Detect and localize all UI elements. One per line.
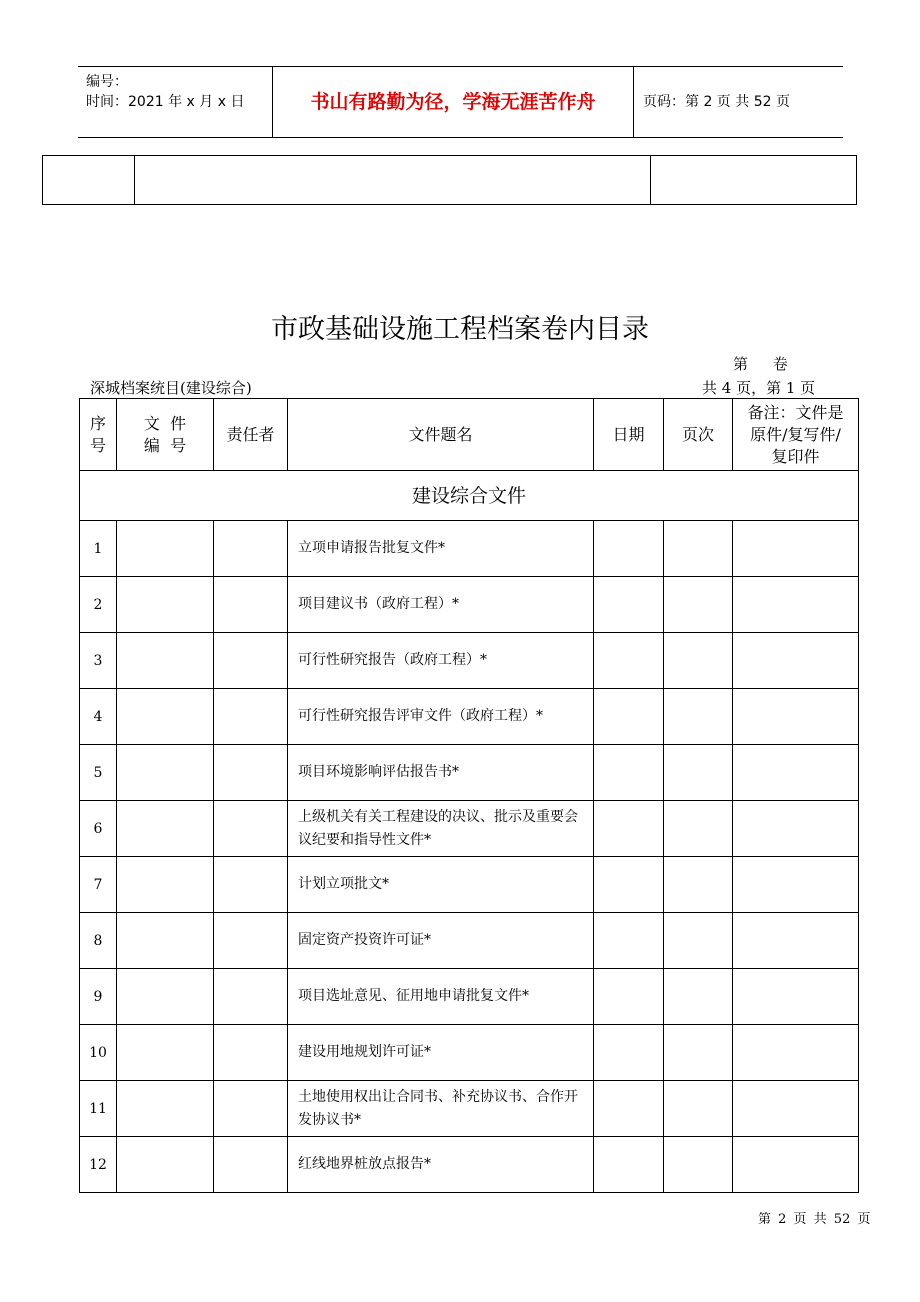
responsible-cell (214, 1137, 288, 1193)
page-cell (664, 689, 733, 745)
header-date: 日期 (594, 399, 664, 471)
date-cell (594, 913, 664, 969)
volume-label: 第 卷 (733, 355, 788, 373)
row-number: 2 (80, 577, 117, 633)
file-title: 红线地界桩放点报告* (288, 1137, 594, 1193)
page-cell (664, 1025, 733, 1081)
archive-category: 深城档案统目(建设综合) (90, 379, 252, 397)
file-no-cell (117, 745, 214, 801)
date-cell (594, 1137, 664, 1193)
table-row (80, 577, 859, 633)
file-title: 项目环境影响评估报告书* (288, 745, 594, 801)
time-label: 时间：2021 年 x 月 x 日 (86, 94, 245, 110)
row-number: 8 (80, 913, 117, 969)
header-meta-cell (78, 67, 273, 137)
remark-cell (733, 913, 859, 969)
page-title: 市政基础设施工程档案卷内目录 (271, 314, 649, 345)
date-cell (594, 857, 664, 913)
table-row (80, 857, 859, 913)
table-row (80, 1025, 859, 1081)
header-seq: 序 号 (80, 399, 117, 471)
table-row (80, 913, 859, 969)
file-no-cell (117, 1025, 214, 1081)
page-cell (664, 521, 733, 577)
file-title: 土地使用权出让合同书、补充协议书、合作开发协议书* (288, 1081, 594, 1137)
file-no-cell (117, 521, 214, 577)
date-cell (594, 1025, 664, 1081)
divider (134, 156, 135, 204)
responsible-cell (214, 521, 288, 577)
remark-cell (733, 857, 859, 913)
file-title: 可行性研究报告（政府工程）* (288, 633, 594, 689)
date-cell (594, 1081, 664, 1137)
responsible-cell (214, 969, 288, 1025)
table-row (80, 521, 859, 577)
date-cell (594, 689, 664, 745)
file-title: 立项申请报告批复文件* (288, 521, 594, 577)
page-cell (664, 1137, 733, 1193)
responsible-cell (214, 801, 288, 857)
remark-cell (733, 577, 859, 633)
page-cell (664, 857, 733, 913)
previous-table-fragment (42, 155, 857, 205)
row-number: 4 (80, 689, 117, 745)
remark-cell (733, 521, 859, 577)
date-cell (594, 745, 664, 801)
remark-cell (733, 1137, 859, 1193)
responsible-cell (214, 1081, 288, 1137)
file-no-cell (117, 801, 214, 857)
table-row (80, 633, 859, 689)
file-no-cell (117, 1081, 214, 1137)
divider (650, 156, 651, 204)
date-cell (594, 969, 664, 1025)
row-number: 5 (80, 745, 117, 801)
responsible-cell (214, 689, 288, 745)
page-footer: 第 2 页 共 52 页 (758, 1212, 871, 1227)
table-row (80, 745, 859, 801)
file-title: 项目选址意见、征用地申请批复文件* (288, 969, 594, 1025)
row-number: 1 (80, 521, 117, 577)
file-title: 建设用地规划许可证* (288, 1025, 594, 1081)
section-title: 建设综合文件 (80, 471, 859, 521)
table-row (80, 801, 859, 857)
responsible-cell (214, 745, 288, 801)
file-no-cell (117, 857, 214, 913)
file-no-cell (117, 1137, 214, 1193)
header-responsible: 责任者 (214, 399, 288, 471)
page-cell (664, 745, 733, 801)
serial-label: 编号： (86, 74, 128, 90)
row-number: 10 (80, 1025, 117, 1081)
page-cell (664, 801, 733, 857)
table-row (80, 1137, 859, 1193)
responsible-cell (214, 913, 288, 969)
page-cell (664, 1081, 733, 1137)
header-remark: 备注：文件是 原件/复写件/ 复印件 (733, 399, 859, 471)
remark-cell (733, 689, 859, 745)
file-no-cell (117, 913, 214, 969)
responsible-cell (214, 857, 288, 913)
section-row (80, 471, 859, 521)
page-cell (664, 577, 733, 633)
page-cell (664, 969, 733, 1025)
page-cell (664, 633, 733, 689)
header-page-info: 页码：第 2 页 共 52 页 (643, 94, 790, 110)
table-row (80, 969, 859, 1025)
table-row (80, 1081, 859, 1137)
row-number: 6 (80, 801, 117, 857)
file-no-cell (117, 633, 214, 689)
page-header (78, 66, 843, 138)
remark-cell (733, 633, 859, 689)
date-cell (594, 801, 664, 857)
row-number: 12 (80, 1137, 117, 1193)
table-header-row (80, 399, 859, 471)
page-count: 共 4 页，第 1 页 (702, 379, 816, 397)
remark-cell (733, 801, 859, 857)
remark-cell (733, 1025, 859, 1081)
table-row (80, 689, 859, 745)
date-cell (594, 633, 664, 689)
page-cell (664, 913, 733, 969)
file-no-cell (117, 577, 214, 633)
responsible-cell (214, 1025, 288, 1081)
row-number: 3 (80, 633, 117, 689)
motto: 书山有路勤为径，学海无涯苦作舟 (273, 67, 634, 137)
file-title: 固定资产投资许可证* (288, 913, 594, 969)
remark-cell (733, 1081, 859, 1137)
header-title: 文件题名 (288, 399, 594, 471)
row-number: 7 (80, 857, 117, 913)
file-no-cell (117, 689, 214, 745)
catalog-table (79, 398, 859, 1193)
file-title: 可行性研究报告评审文件（政府工程）* (288, 689, 594, 745)
file-title: 计划立项批文* (288, 857, 594, 913)
table-body (80, 521, 859, 1193)
responsible-cell (214, 577, 288, 633)
remark-cell (733, 969, 859, 1025)
date-cell (594, 521, 664, 577)
file-title: 项目建议书（政府工程）* (288, 577, 594, 633)
file-title: 上级机关有关工程建设的决议、批示及重要会议纪要和指导性文件* (288, 801, 594, 857)
date-cell (594, 577, 664, 633)
header-file-no: 文 件 编 号 (117, 399, 214, 471)
remark-cell (733, 745, 859, 801)
file-no-cell (117, 969, 214, 1025)
row-number: 11 (80, 1081, 117, 1137)
header-page: 页次 (664, 399, 733, 471)
responsible-cell (214, 633, 288, 689)
row-number: 9 (80, 969, 117, 1025)
